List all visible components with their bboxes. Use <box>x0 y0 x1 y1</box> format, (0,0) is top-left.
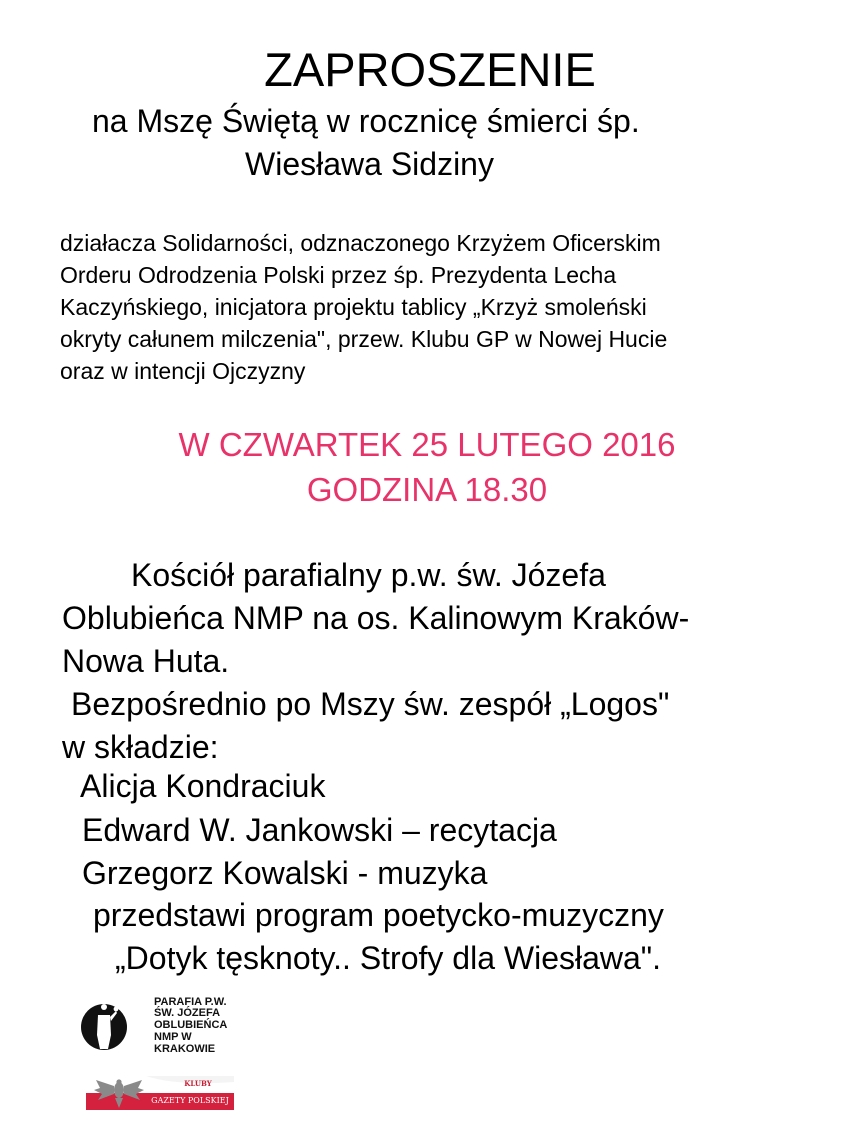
parish-logo-text: OBLUBIEŃCA <box>154 1019 228 1031</box>
parish-logo-text: PARAFIA P.W. <box>154 996 227 1008</box>
description-line: Kaczyńskiego, inicjatora projektu tablicy „Krzyż smoleński <box>60 294 647 320</box>
description-paragraph <box>60 227 667 387</box>
club-logo-text: KLUBY <box>184 1079 212 1088</box>
event-date: W CZWARTEK 25 LUTEGO 2016 <box>178 426 676 463</box>
performer-line: Grzegorz Kowalski - muzyka <box>82 855 488 891</box>
details-line: Bezpośrednio po Mszy św. zespół „Logos" <box>71 686 670 722</box>
parish-logo-text: ŚW. JÓZEFA <box>154 1007 221 1019</box>
event-time: GODZINA 18.30 <box>306 471 548 508</box>
club-logo-text: GAZETY POLSKIEJ <box>151 1096 229 1105</box>
performer-line: Edward W. Jankowski – recytacja <box>82 812 557 848</box>
details-line: Oblubieńca NMP na os. Kalinowym Kraków- <box>62 600 690 636</box>
description-line: działacza Solidarności, odznaczonego Krzyżem Oficerskim <box>60 230 661 256</box>
details-line: Nowa Huta. <box>62 643 230 679</box>
details-line: Kościół parafialny p.w. św. Józefa <box>131 557 606 593</box>
invitation-title: ZAPROSZENIE <box>264 43 596 96</box>
parish-logo-text: KRAKOWIE <box>154 1043 216 1055</box>
description-line: Orderu Odrodzenia Polski przez śp. Prezydenta Lecha <box>60 262 617 288</box>
performer-line: Alicja Kondraciuk <box>80 768 326 804</box>
description-line: okryty całunem milczenia", przew. Klubu GP w Nowej Hucie <box>60 326 668 352</box>
club-gp-logo-icon <box>86 1076 234 1110</box>
mass-subtitle: na Mszę Świętą w rocznicę śmierci śp. <box>92 103 640 139</box>
club-gp-logo <box>86 1076 234 1110</box>
description-line: oraz w intencji Ojczyzny <box>60 358 306 384</box>
parish-logo-icon <box>80 995 260 1059</box>
program-title: „Dotyk tęsknoty.. Strofy dla Wiesława". <box>115 940 662 976</box>
details-line: przedstawi program poetycko-muzyczny <box>93 897 664 933</box>
deceased-name: Wiesława Sidziny <box>245 146 494 182</box>
details-line: w składzie: <box>62 729 219 765</box>
parish-logo-text: NMP W <box>154 1031 192 1043</box>
parish-logo <box>80 995 260 1059</box>
